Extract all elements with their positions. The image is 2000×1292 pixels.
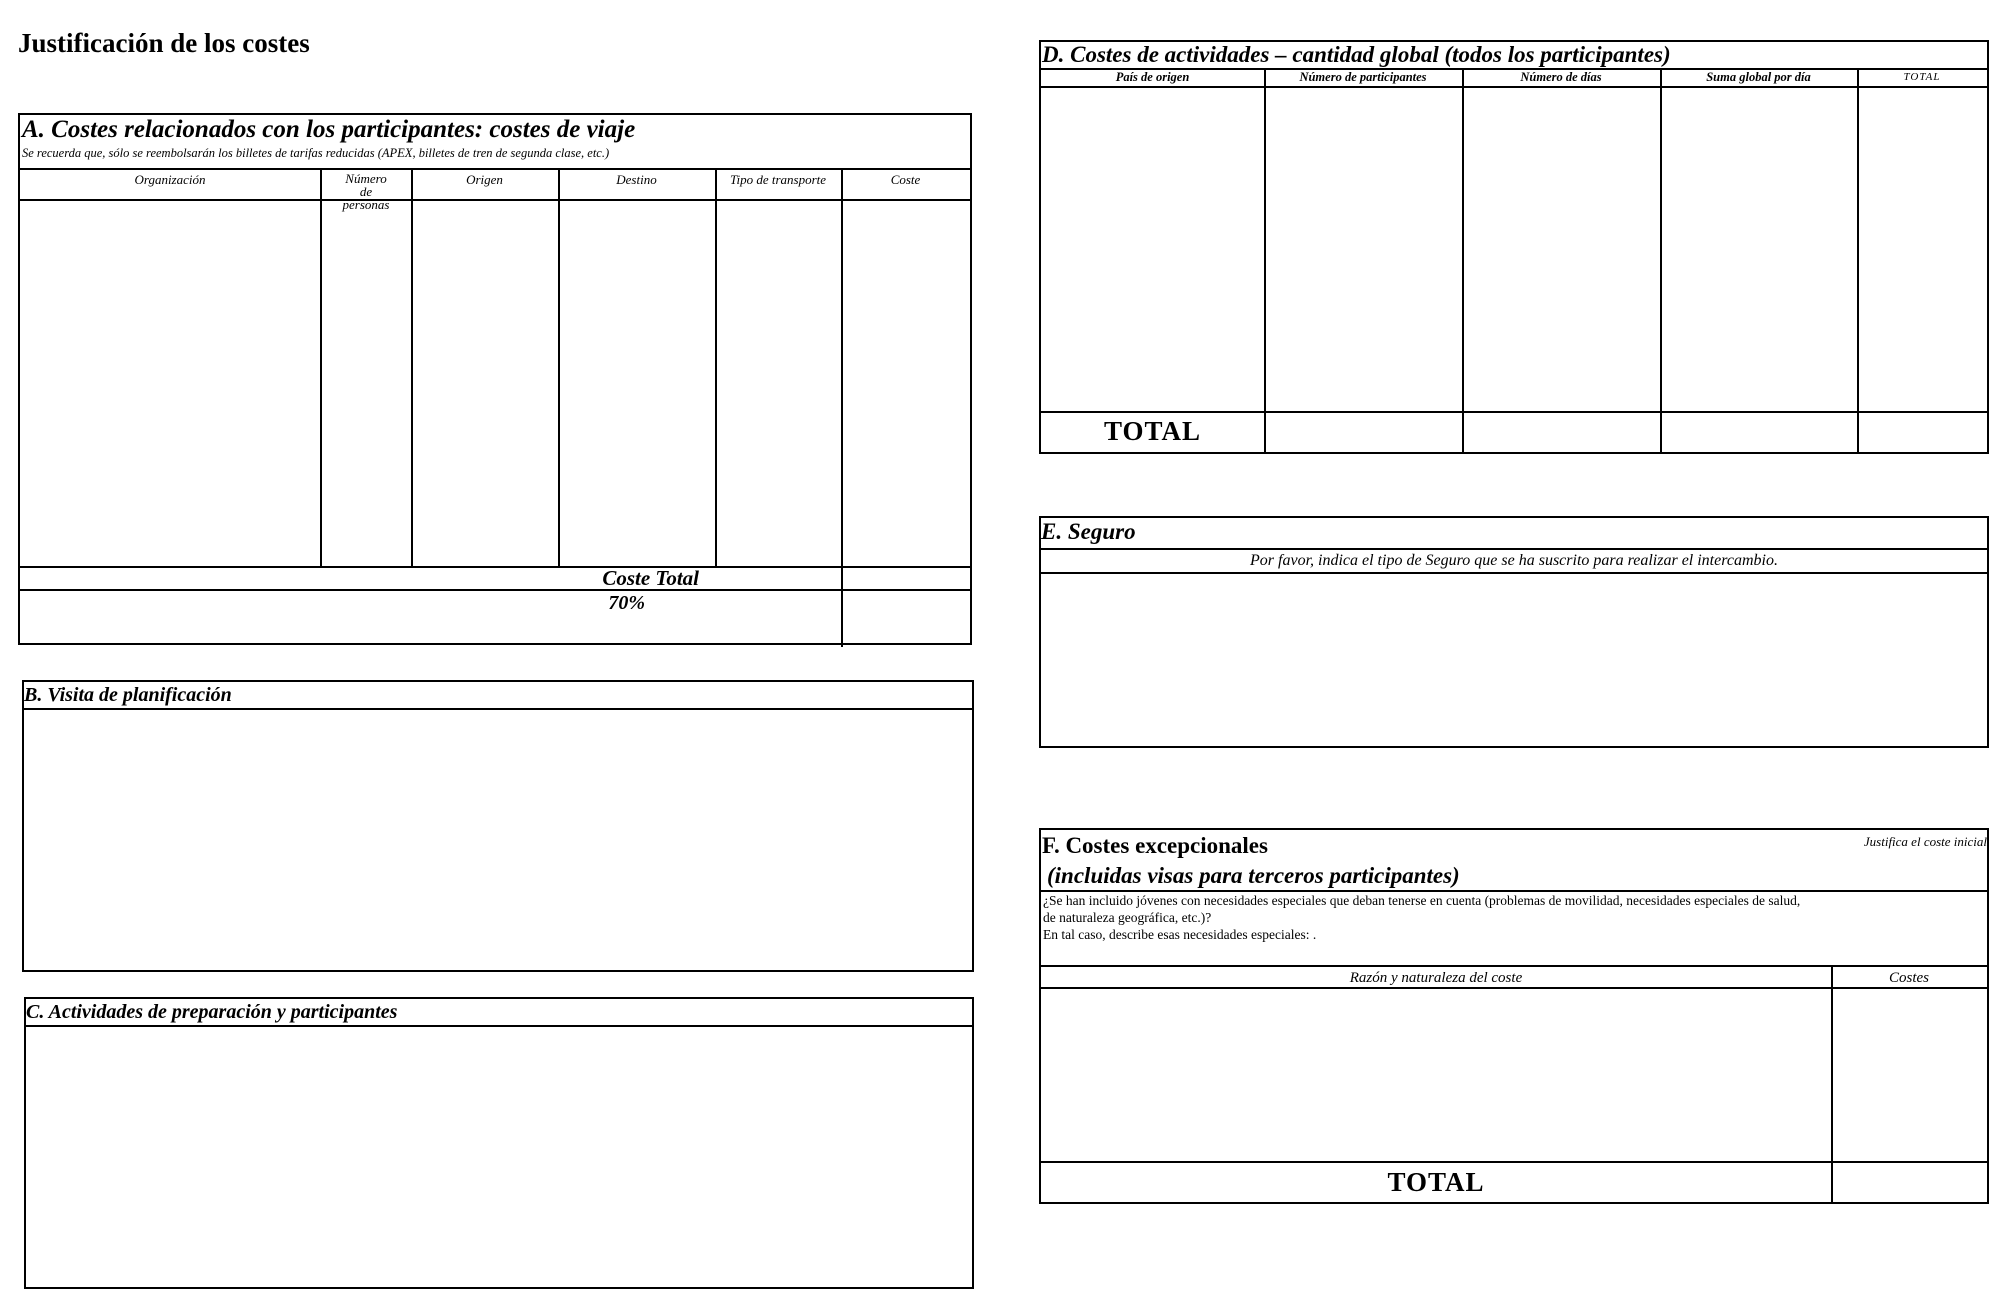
section-e-insurance — [1039, 516, 1989, 748]
col-tipo-transporte: Tipo de transporte — [729, 172, 827, 187]
col-coste: Coste — [890, 172, 921, 187]
col-origen: Origen — [466, 172, 503, 187]
section-f-title-line2: (incluidas visas para terceros participantes) — [1047, 863, 1460, 888]
section-b-content-area[interactable] — [24, 710, 972, 970]
section-d-activity-costs — [1039, 40, 1989, 454]
percent-label: 70% — [608, 592, 645, 614]
col-numero-dias: Número de días — [1520, 70, 1602, 84]
col-pais-origen: País de origen — [1115, 70, 1190, 84]
section-f-title-line1: F. Costes excepcionales — [1042, 833, 1268, 858]
section-e-content-area[interactable] — [1041, 574, 1987, 746]
section-a-title: A. Costes relacionados con los participantes: costes de viaje — [22, 116, 636, 143]
col-numero-participantes: Número de participantes — [1299, 70, 1427, 84]
section-e-title: E. Seguro — [1041, 519, 1136, 544]
section-c-preparation-activities — [24, 997, 974, 1289]
section-f-justify-note: Justifica el coste inicial — [1863, 834, 1987, 849]
section-f-exceptional-costs — [1039, 828, 1989, 1204]
col-razon-naturaleza: Razón y naturaleza del coste — [1349, 970, 1523, 986]
section-c-content-area[interactable] — [26, 1027, 972, 1287]
page-title: Justificación de los costes — [18, 28, 310, 58]
section-f-question-line3: En tal caso, describe esas necesidades especiales: . — [1043, 927, 1317, 942]
section-e-instruction: Por favor, indica el tipo de Seguro que se ha suscrito para realizar el intercambio. — [1250, 552, 1778, 569]
section-a-table-body[interactable] — [20, 201, 970, 565]
section-d-title: D. Costes de actividades – cantidad global (todos los participantes) — [1042, 42, 1671, 67]
section-f-total-label: TOTAL — [1387, 1167, 1485, 1197]
section-f-table-body[interactable] — [1041, 989, 1987, 1159]
col-total: TOTAL — [1903, 71, 1941, 83]
section-a-travel-costs — [18, 113, 972, 645]
coste-total-label: Coste Total — [602, 566, 699, 590]
section-f-question-line1: ¿Se han incluido jóvenes con necesidades especiales que deban tenerse en cuenta (problemas de movilidad, necesidades especiales de salud, — [1043, 893, 1801, 908]
section-f-total-value[interactable] — [1833, 1163, 1987, 1202]
section-d-table-body[interactable] — [1041, 88, 1987, 411]
section-b-planning-visit — [22, 680, 974, 972]
section-d-total-label: TOTAL — [1103, 416, 1202, 446]
section-a-note: Se recuerda que, sólo se reembolsarán los billetes de tarifas reducidas (APEX, billetes de tren de segunda clase, etc.) — [22, 146, 610, 160]
col-suma-global-dia: Suma global por día — [1706, 70, 1811, 84]
col-costes: Costes — [1888, 970, 1929, 986]
section-c-title: C. Actividades de preparación y participantes — [26, 1001, 398, 1023]
col-destino: Destino — [616, 172, 657, 187]
section-b-title: B. Visita de planificación — [24, 684, 232, 706]
section-f-question-line2: de naturaleza geográfica, etc.)? — [1043, 910, 1212, 925]
col-organizacion: Organización — [134, 172, 206, 187]
percent-value[interactable] — [843, 591, 970, 643]
col-numero-personas: Número de personas — [342, 171, 390, 212]
coste-total-value[interactable] — [843, 568, 970, 588]
